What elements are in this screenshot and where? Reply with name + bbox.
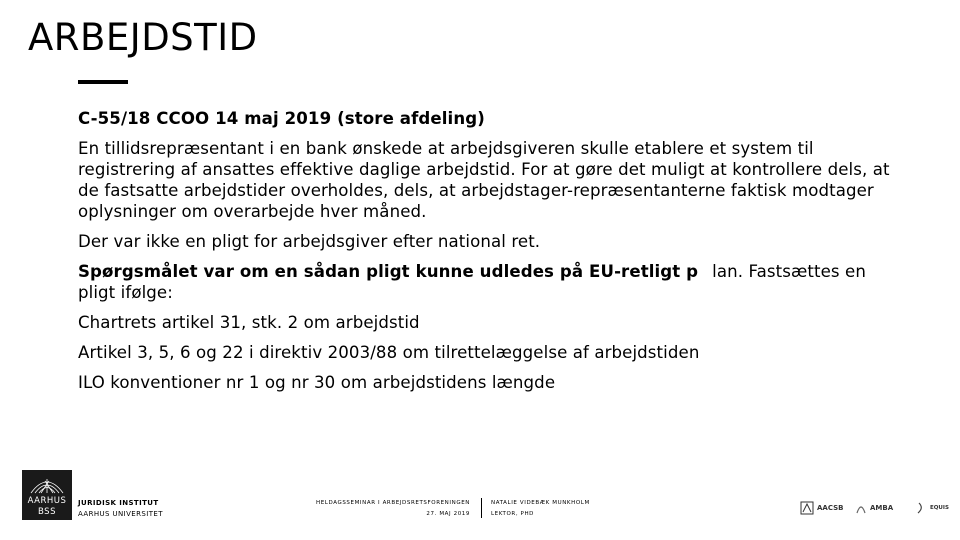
aarhus-bss-logo: [22, 470, 72, 520]
aacsb-label: AACSB: [817, 504, 844, 512]
title-underline: [78, 80, 128, 84]
question-rest-text: lan. Fastsættes en pligt ifølge:: [78, 262, 866, 302]
author-block: [491, 498, 590, 520]
aacsb-emblem-icon: [800, 501, 814, 515]
author-role: LEKTOR, PHD: [491, 511, 535, 517]
logo-text-aarhus: AARHUS: [27, 496, 67, 506]
legal-source-item: Artikel 3, 5, 6 og 22 i direktiv 2003/88 om tilrettelæggelse af arbejdstiden: [78, 343, 700, 362]
amba-label: AMBA: [870, 504, 894, 512]
event-block: [300, 498, 470, 520]
institute-name: JURIDISK INSTITUT: [78, 499, 159, 507]
event-date: 27. MAJ 2019: [426, 511, 470, 517]
footer-divider: [481, 498, 482, 518]
equis-emblem-icon: [915, 501, 927, 515]
paragraph-background: En tillidsrepræsentant i en bank ønskede at arbejdsgiveren skulle etablere et system til registrering af ansattes effektive daglige arbejdstid. For at gøre det muligt at kontrollere dels, at de fastsatte arbejdstider overholdes, dels, at arbejdstager-repræsentanterne faktisk modtager oplysninger om overarbejde hver måned.: [78, 139, 890, 221]
legal-source-item: Chartrets artikel 31, stk. 2 om arbejdstid: [78, 313, 420, 332]
logo-text-bss: BSS: [38, 507, 56, 517]
institution-block: [78, 498, 163, 520]
university-name: AARHUS UNIVERSITET: [78, 510, 163, 518]
legal-source-item: ILO konventioner nr 1 og nr 30 om arbejdstidens længde: [78, 373, 556, 392]
slide-title: ARBEJDSTID: [28, 16, 258, 59]
paragraph-national-law: Der var ikke en pligt for arbejdsgiver efter national ret.: [78, 232, 541, 251]
equis-logo: [915, 498, 949, 518]
event-name: HELDAGSSEMINAR I ARBEJDSRETSFORENINGEN: [315, 500, 470, 506]
slide-body: [78, 108, 898, 402]
aacsb-logo: [800, 498, 843, 518]
amba-logo: [855, 498, 893, 518]
equis-label: EQUIS: [930, 505, 949, 511]
author-name: NATALIE VIDEBÆK MUNKHOLM: [491, 500, 590, 506]
question-paragraph: [78, 261, 898, 303]
slide-footer: [0, 462, 960, 540]
case-heading: C-55/18 CCOO 14 maj 2019 (store afdeling): [78, 109, 485, 128]
question-bold-text: Spørgsmålet var om en sådan pligt kunne udledes på EU-retligt p: [78, 262, 699, 281]
university-seal-icon: [27, 473, 67, 495]
amba-emblem-icon: [855, 501, 867, 515]
